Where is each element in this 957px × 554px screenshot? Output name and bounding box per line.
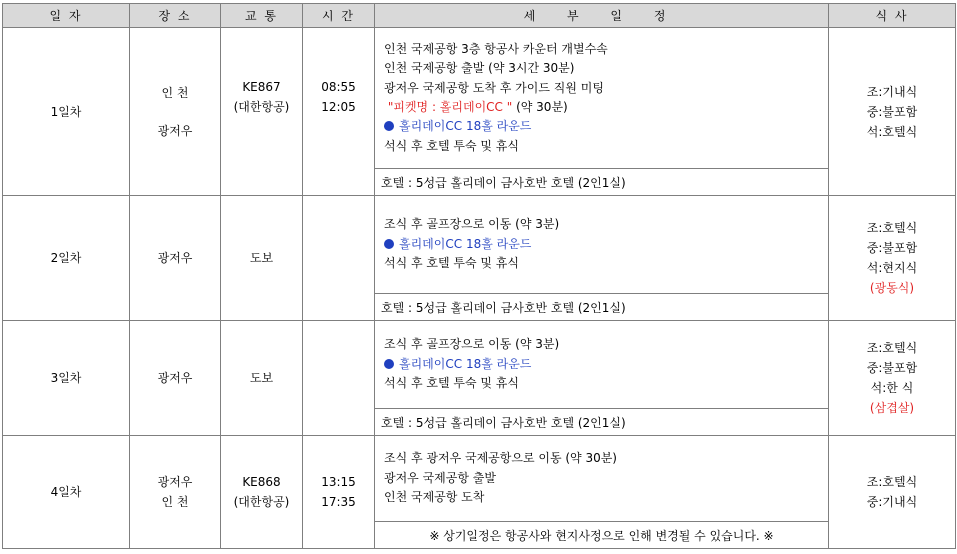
day3-time (303, 321, 375, 436)
itinerary-table (2, 3, 956, 549)
day3-label: 3일차 (3, 321, 130, 436)
day3-line-1: 조식 후 골프장으로 이동 (약 3분) (384, 337, 560, 352)
bullet-dot-icon (384, 121, 394, 131)
day4-meals (829, 436, 956, 549)
day4-meal-breakfast: 조:호텔식 (866, 475, 918, 489)
day4-line-3: 인천 국제공항 도착 (384, 490, 485, 505)
day3-transport: 도보 (221, 321, 303, 436)
day3-meal-note: (삼겹살) (869, 401, 915, 415)
day1-label: 1일차 (3, 28, 130, 196)
day4-arrive-time: 17:35 (321, 495, 356, 509)
day4-row (3, 436, 956, 522)
day4-time (303, 436, 375, 549)
day3-line-3: 석식 후 호텔 투숙 및 휴식 (384, 376, 519, 391)
day1-place (130, 28, 221, 196)
day4-schedule (375, 436, 829, 522)
day1-line-3: 광저우 국제공항 도착 후 가이드 직원 미팅 (384, 80, 604, 95)
header-time: 시 간 (303, 4, 375, 28)
day1-meal-dinner: 석:호텔식 (866, 124, 918, 139)
day1-picket (384, 98, 828, 117)
day3-golf-text: 홀리데이CC 18홀 라운드 (399, 356, 532, 371)
day1-place-to: 광저우 (157, 123, 193, 138)
header-row (3, 4, 956, 28)
day4-place-to: 인 천 (161, 495, 189, 509)
header-place: 장 소 (130, 4, 221, 28)
schedule-change-notice: ※ 상기일정은 항공사와 현지사정으로 인해 변경될 수 있습니다. ※ (375, 522, 829, 549)
day1-hotel: 호텔 : 5성급 홀리데이 금사호반 호텔 (2인1실) (375, 169, 829, 196)
day2-label: 2일차 (3, 196, 130, 321)
bullet-dot-icon (384, 239, 394, 249)
day2-meal-dinner: 석:현지식 (866, 261, 918, 275)
day4-line-1: 조식 후 광저우 국제공항으로 이동 (약 30분) (384, 451, 617, 466)
day1-golf (384, 117, 828, 136)
day1-arrive-time: 12:05 (321, 99, 356, 114)
day1-meal-breakfast: 조:기내식 (866, 84, 918, 99)
day2-line-1: 조식 후 골프장으로 이동 (약 3분) (384, 217, 560, 232)
day3-meal-lunch: 중:불포함 (866, 361, 918, 375)
day4-place (130, 436, 221, 549)
day1-time (303, 28, 375, 196)
day3-schedule (375, 321, 829, 409)
day2-golf (384, 235, 828, 254)
day1-line-2: 인천 국제공항 출발 (약 3시간 30분) (384, 61, 575, 76)
day1-line-1: 인천 국제공항 3층 항공사 카운터 개별수속 (384, 41, 608, 56)
day1-row (3, 28, 956, 169)
day4-transport (221, 436, 303, 549)
day1-schedule (375, 28, 829, 169)
day1-place-from: 인 천 (161, 85, 189, 100)
day4-airline: (대한항공) (233, 495, 290, 509)
day2-meal-note: (광동식) (869, 281, 915, 295)
bullet-dot-icon (384, 359, 394, 369)
header-meal: 식 사 (829, 4, 956, 28)
header-transport: 교 통 (221, 4, 303, 28)
day1-picket-label: "피켓명 : 홀리데이CC " (387, 100, 513, 114)
day4-meal-lunch: 중:기내식 (866, 495, 918, 509)
day1-airline: (대한항공) (233, 99, 290, 114)
day2-meals (829, 196, 956, 321)
day1-meal-lunch: 중:불포함 (866, 104, 918, 119)
day2-golf-text: 홀리데이CC 18홀 라운드 (399, 236, 532, 251)
day2-schedule (375, 196, 829, 294)
day4-flight: KE868 (242, 475, 281, 489)
header-day: 일 자 (3, 4, 130, 28)
day2-transport: 도보 (221, 196, 303, 321)
day4-label: 4일차 (3, 436, 130, 549)
day4-line-2: 광저우 국제공항 출발 (384, 470, 496, 485)
day1-picket-duration: (약 30분) (512, 100, 568, 114)
day2-meal-breakfast: 조:호텔식 (866, 221, 918, 235)
day4-place-from: 광저우 (157, 475, 193, 489)
day3-place: 광저우 (130, 321, 221, 436)
day3-hotel: 호텔 : 5성급 홀리데이 금사호반 호텔 (2인1실) (375, 409, 829, 436)
header-schedule: 세 부 일 정 (375, 4, 829, 28)
day3-meals (829, 321, 956, 436)
day2-line-3: 석식 후 호텔 투숙 및 휴식 (384, 256, 519, 271)
day1-golf-text: 홀리데이CC 18홀 라운드 (399, 119, 532, 134)
day1-meals (829, 28, 956, 196)
day1-transport (221, 28, 303, 196)
day3-meal-breakfast: 조:호텔식 (866, 341, 918, 355)
day2-place: 광저우 (130, 196, 221, 321)
day2-hotel: 호텔 : 5성급 홀리데이 금사호반 호텔 (2인1실) (375, 294, 829, 321)
day1-depart-time: 08:55 (321, 79, 356, 94)
day3-row (3, 321, 956, 409)
day1-flight: KE867 (242, 79, 281, 94)
day2-meal-lunch: 중:불포함 (866, 241, 918, 255)
day4-depart-time: 13:15 (321, 475, 356, 489)
day3-meal-dinner: 석:한 식 (870, 381, 914, 395)
day3-golf (384, 355, 828, 374)
day1-line-last: 석식 후 호텔 투숙 및 휴식 (384, 138, 519, 153)
day2-time (303, 196, 375, 321)
day2-row (3, 196, 956, 294)
